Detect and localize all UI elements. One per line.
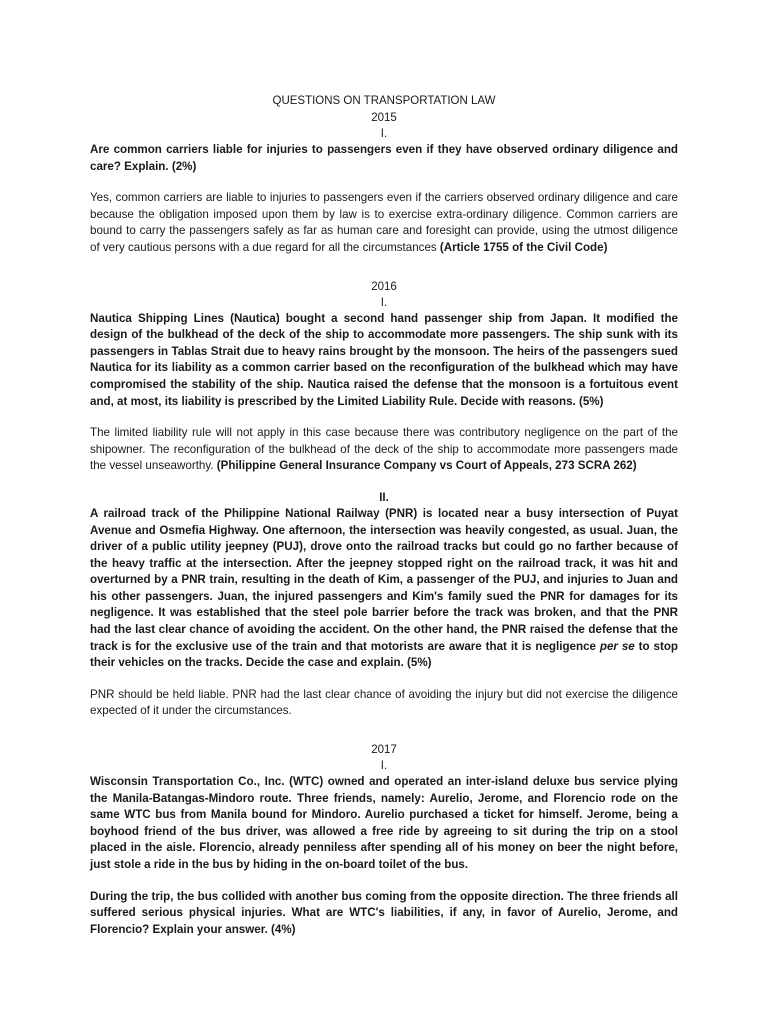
answer-citation: (Article 1755 of the Civil Code) [439,240,608,254]
question-text-part: to stop their vehicles on the tracks. Decide the case and explain. (5%) [90,639,678,670]
question-numeral: II. [379,491,389,504]
answer-citation: (Philippine General Insurance Company vs Court of Appeals, 273 SCRA 262) [216,459,637,473]
question-text: Nautica Shipping Lines (Nautica) bought a second hand passenger ship from Japan. It modified the design of the bulkhead of the deck of the ship to accommodate more passengers. The ship sunk with its passengers in Tablas Strait due to heavy rains brought by the monsoon. The heirs of the passengers sued Nautica for its liability as a common carrier based on the reconfiguration of the bulkhead which may have compromised the stability of the ship. Nautica raised the defense that the monsoon is a fortuitous event and, at most, its liability is prescribed by the Limited Liability Rule. Decide with reasons. (5%) [90,311,678,408]
question-text-part: A railroad track of the Philippine National Railway (PNR) is located near a busy intersection of Puyat Avenue and Osmefia Highway. One afternoon, the intersection was heavily congested, as usual. Juan, the driver of a public utility jeepney (PUJ), drove onto the railroad tracks but could go no farther because of the heavy traffic at the intersection. After the jeepney stopped right on the railroad track, it was hit and overturned by a PNR train, resulting in the death of Kim, a passenger of the PUJ, and injuries to Juan and his other passengers. Juan, the injured passengers and Kim's family sued the PNR for damages for its negligence. It was established that the steel pole barrier before the track was broken, and that the PNR had the last clear chance of avoiding the accident. On the other hand, the PNR raised the defense that the track is for the exclusive use of the train and that motorists are aware that it is negligence [90,506,678,653]
question-text: Are common carriers liable for injuries to passengers even if they have observed ordinary diligence and care? Explain. (2%) [90,143,678,173]
question-numeral: I. [380,760,388,773]
answer-text: Yes, common carriers are liable to injuries to passengers even if the carriers observed ordinary diligence and care because the obligation imposed upon them by law is to exercise extra-ordinary diligence. Common carriers are bound to carry the passengers safely as far as human care and foresight can provide, using the utmost diligence of very cautious persons with a due regard for all the circumstances [90,191,678,254]
answer-text: The limited liability rule will not apply in this case because there was contributory negligence on the part of the shipowner. The reconfiguration of the bulkhead of the deck of the ship to accommodate more passengers made the vessel unseaworthy. [90,426,678,473]
year-heading-2016: 2016 [371,280,397,293]
question-numeral: I. [380,128,388,140]
answer-text: PNR should be held liable. PNR had the last clear chance of avoiding the injury but did not exercise the diligence expected of it under the circumstances. [90,687,678,718]
question-numeral: I. [380,296,388,309]
question-text [90,506,678,672]
document-title: QUESTIONS ON TRANSPORTATION LAW [272,95,496,107]
question-text: Wisconsin Transportation Co., Inc. (WTC) owned and operated an inter-island deluxe bus service plying the Manila-Batangas-Mindoro route. Three friends, namely: Aurelio, Jerome, and Florencio rode on the same WTC bus from Manila bound for Mindoro. Aurelio purchased a ticket for himself. Jerome, being a boyhood friend of the bus driver, was allowed a free ride by agreeing to sit during the trip on a stool placed in the aisle. Florencio, already penniless after spending all of his money on beer the night before, just stole a ride in the bus by hiding in the on-board toilet of the bus. [90,775,678,871]
year-heading-2015: 2015 [371,112,397,124]
question-italic-term: per se [599,639,635,653]
answer-paragraph [90,190,678,256]
question-text-continued: During the trip, the bus collided with another bus coming from the opposite direction. The three friends all suffered serious physical injuries. What are WTC's liabilities, if any, in favor of Aurelio, Jerome, and Florencio? Explain your answer. (4%) [90,889,678,936]
answer-paragraph [90,425,678,475]
year-heading-2017: 2017 [371,744,397,757]
